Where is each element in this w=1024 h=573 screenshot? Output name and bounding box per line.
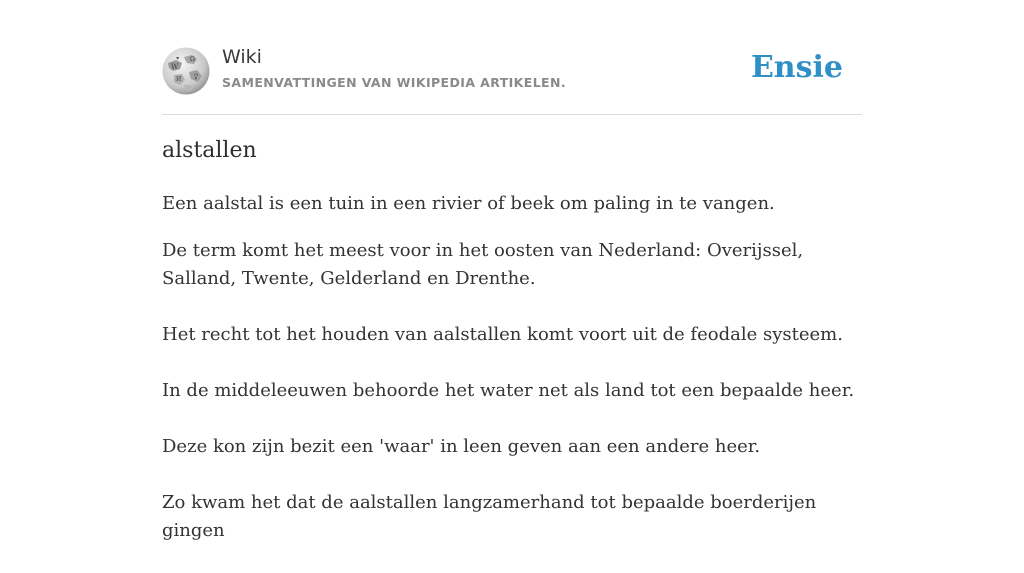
article-paragraph: De term komt het meest voor in het oosten van Nederland: Overijssel, Salland, Twente, Gelderland en Drenthe.	[162, 240, 804, 289]
article-body	[162, 190, 862, 573]
article-paragraph: Een aalstal is een tuin in een rivier of beek om paling in te vangen.	[162, 193, 775, 214]
site-tagline: SAMENVATTINGEN VAN WIKIPEDIA ARTIKELEN.	[222, 75, 567, 90]
article-paragraph: Het recht tot het houden van aalstallen komt voort uit de feodale systeem.	[162, 324, 843, 345]
article-paragraph: Zo kwam het dat de aalstallen langzamerhand tot bepaalde boerderijen gingen	[162, 492, 817, 541]
svg-text:W: W	[171, 63, 179, 71]
site-name[interactable]: Wiki	[222, 46, 262, 68]
svg-text:Ω: Ω	[190, 56, 195, 63]
svg-text:ウ: ウ	[193, 73, 200, 80]
article-paragraph: Deze kon zijn bezit een 'waar' in leen geven aan een andere heer.	[162, 436, 761, 457]
article-title: alstallen	[162, 138, 257, 163]
wikipedia-globe-icon[interactable]	[162, 47, 210, 95]
site-header	[162, 44, 862, 115]
article-paragraph: In de middeleeuwen behoorde het water net als land tot een bepaalde heer.	[162, 380, 855, 401]
svg-text:И: И	[176, 76, 182, 83]
brand-logo[interactable]: Ensie	[750, 50, 843, 85]
